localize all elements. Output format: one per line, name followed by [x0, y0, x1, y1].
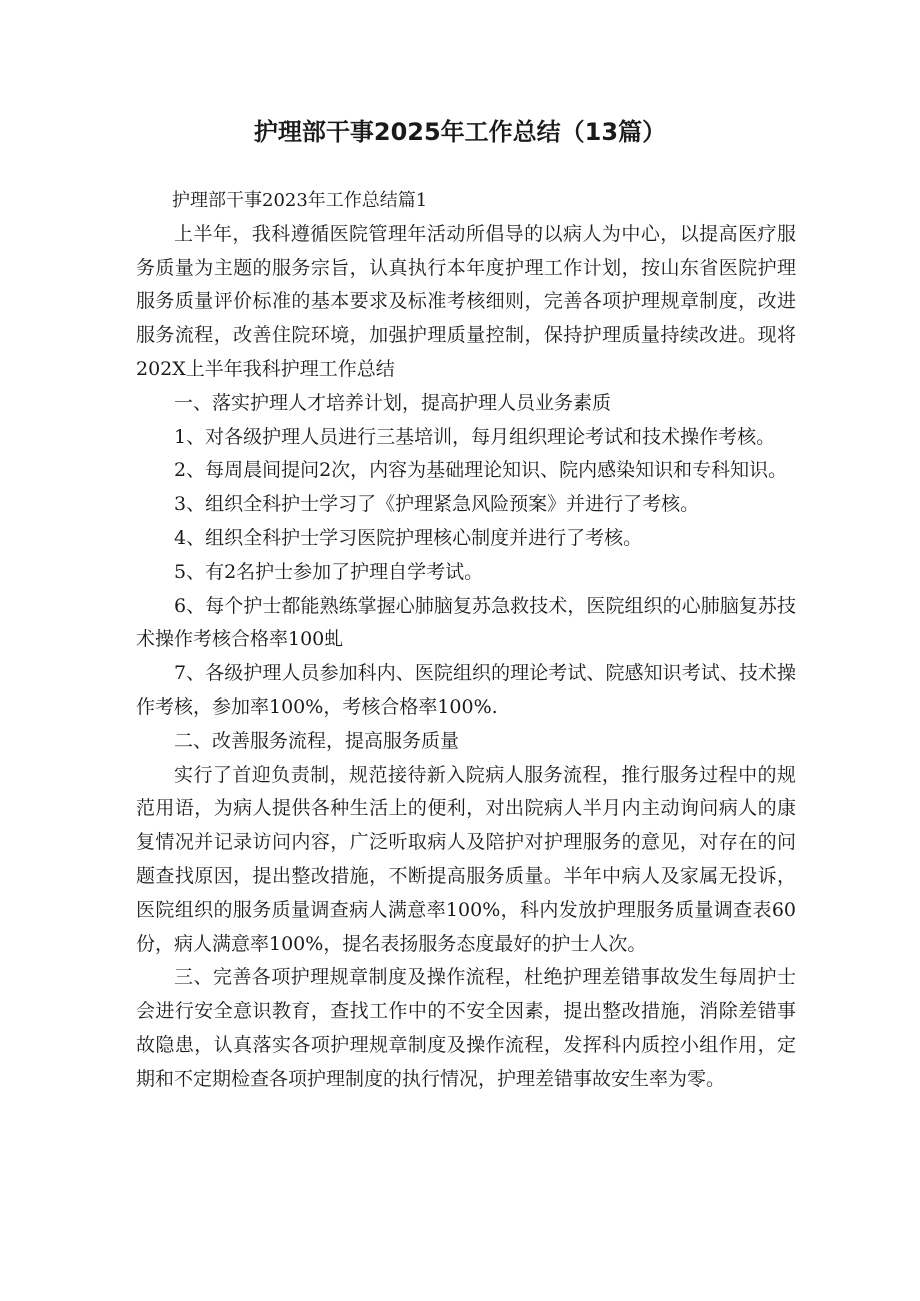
- list-item: 4、组织全科护士学习医院护理核心制度并进行了考核。: [174, 526, 643, 549]
- list-item: 2、每周晨间提问2次，内容为基础理论知识、院内感染知识和专科知识。: [174, 459, 788, 482]
- document-body: [136, 184, 796, 1097]
- list-item: 1、对各级护理人员进行三基培训，每月组织理论考试和技术操作考核。: [174, 425, 776, 448]
- section-heading: 护理部干事2023年工作总结篇1: [172, 190, 428, 211]
- document-title: 护理部干事2025年工作总结（13篇）: [253, 118, 667, 146]
- paragraph: 上半年，我科遵循医院管理年活动所倡导的以病人为中心，以提高医疗服务质量为主题的服务宗旨，认真执行本年度护理工作计划，按山东省医院护理服务质量评价标准的基本要求及标准考核细则，完善各项护理规章制度，改进服务流程，改善住院环境，加强护理质量控制，保持护理质量持续改进。现将202X上半年我科护理工作总结: [136, 222, 796, 380]
- list-item: 3、组织全科护士学习了《护理紧急风险预案》并进行了考核。: [174, 493, 700, 516]
- paragraph: 实行了首迎负责制，规范接待新入院病人服务流程，推行服务过程中的规范用语，为病人提供各种生活上的便利，对出院病人半月内主动询问病人的康复情况并记录访问内容，广泛听取病人及陪护对护理服务的意见，对存在的问题查找原因，提出整改措施，不断提高服务质量。半年中病人及家属无投诉，医院组织的服务质量调查病人满意率100%，科内发放护理服务质量调查表60份，病人满意率100%，提名表扬服务态度最好的护士人次。: [136, 763, 796, 955]
- list-item: 6、每个护士都能熟练掌握心肺脑复苏急救技术，医院组织的心肺脑复苏技术操作考核合格率100虬: [136, 594, 796, 651]
- list-item: 5、有2名护士参加了护理自学考试。: [174, 560, 484, 583]
- section-heading: 一、落实护理人才培养计划，提高护理人员业务素质: [174, 391, 612, 414]
- paragraph: 三、完善各项护理规章制度及操作流程，杜绝护理差错事故发生每周护士会进行安全意识教育，查找工作中的不安全因素，提出整改措施，消除差错事故隐患，认真落实各项护理规章制度及操作流程，发挥科内质控小组作用，定期和不定期检查各项护理制度的执行情况，护理差错事故安生率为零。: [136, 966, 796, 1090]
- section-heading: 二、改善服务流程，提高服务质量: [174, 729, 460, 752]
- list-item: 7、各级护理人员参加科内、医院组织的理论考试、院感知识考试、技术操作考核，参加率100%，考核合格率100%.: [136, 662, 796, 718]
